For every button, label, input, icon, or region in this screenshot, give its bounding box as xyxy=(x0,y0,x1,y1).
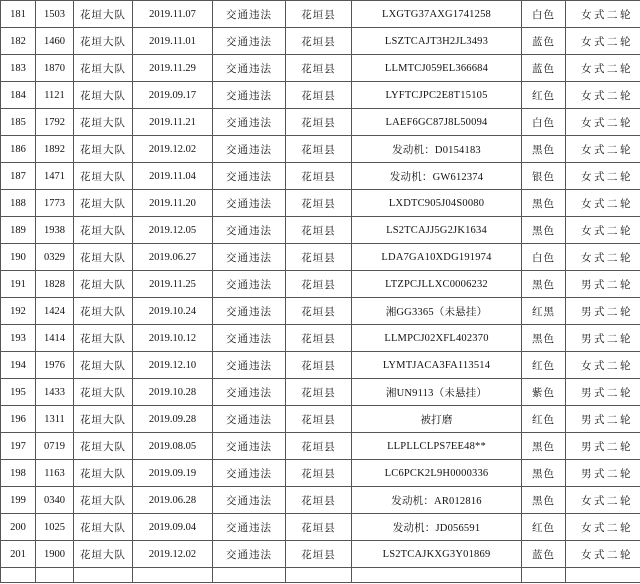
cell-empty xyxy=(74,568,133,583)
cell-type: 女式二轮 xyxy=(566,163,640,190)
table-row xyxy=(1,406,640,433)
cell-code: 1792 xyxy=(36,109,74,136)
cell-reason: 交通违法 xyxy=(213,28,286,55)
table-row xyxy=(1,28,640,55)
table-row xyxy=(1,325,640,352)
cell-county: 花垣县 xyxy=(286,433,352,460)
cell-color: 紫色 xyxy=(522,379,566,406)
cell-type: 女式二轮 xyxy=(566,28,640,55)
cell-code: 1773 xyxy=(36,190,74,217)
cell-type: 女式二轮 xyxy=(566,244,640,271)
cell-unit: 花垣大队 xyxy=(74,109,133,136)
cell-color: 白色 xyxy=(522,109,566,136)
table-row xyxy=(1,190,640,217)
cell-date: 2019.09.19 xyxy=(133,460,213,487)
cell-date: 2019.12.02 xyxy=(133,136,213,163)
cell-code: 1976 xyxy=(36,352,74,379)
cell-color: 白色 xyxy=(522,1,566,28)
table-row xyxy=(1,379,640,406)
cell-unit: 花垣大队 xyxy=(74,163,133,190)
cell-type: 女式二轮 xyxy=(566,55,640,82)
cell-code: 1433 xyxy=(36,379,74,406)
cell-reason: 交通违法 xyxy=(213,217,286,244)
cell-color: 蓝色 xyxy=(522,541,566,568)
cell-unit: 花垣大队 xyxy=(74,217,133,244)
table-row xyxy=(1,487,640,514)
cell-code: 1121 xyxy=(36,82,74,109)
cell-reason: 交通违法 xyxy=(213,244,286,271)
cell-type: 男式二轮 xyxy=(566,460,640,487)
cell-color: 黑色 xyxy=(522,460,566,487)
cell-plate: 湘GG3365（未悬挂） xyxy=(352,298,522,325)
cell-no: 199 xyxy=(1,487,36,514)
cell-county: 花垣县 xyxy=(286,136,352,163)
cell-date: 2019.12.05 xyxy=(133,217,213,244)
cell-code: 1311 xyxy=(36,406,74,433)
cell-date: 2019.10.12 xyxy=(133,325,213,352)
cell-reason: 交通违法 xyxy=(213,163,286,190)
cell-type: 女式二轮 xyxy=(566,217,640,244)
cell-plate: LXGTG37AXG1741258 xyxy=(352,1,522,28)
cell-county: 花垣县 xyxy=(286,190,352,217)
cell-code: 1900 xyxy=(36,541,74,568)
table-row xyxy=(1,1,640,28)
cell-unit: 花垣大队 xyxy=(74,55,133,82)
cell-empty xyxy=(1,568,36,583)
cell-unit: 花垣大队 xyxy=(74,379,133,406)
cell-type: 男式二轮 xyxy=(566,406,640,433)
cell-plate: LLPLLCLPS7EE48** xyxy=(352,433,522,460)
cell-no: 193 xyxy=(1,325,36,352)
cell-no: 201 xyxy=(1,541,36,568)
cell-color: 银色 xyxy=(522,163,566,190)
cell-reason: 交通违法 xyxy=(213,298,286,325)
cell-reason: 交通违法 xyxy=(213,271,286,298)
cell-reason: 交通违法 xyxy=(213,433,286,460)
cell-code: 1471 xyxy=(36,163,74,190)
cell-no: 191 xyxy=(1,271,36,298)
cell-no: 195 xyxy=(1,379,36,406)
cell-plate: LAEF6GC87J8L50094 xyxy=(352,109,522,136)
cell-no: 184 xyxy=(1,82,36,109)
cell-reason: 交通违法 xyxy=(213,55,286,82)
cell-plate: 被打磨 xyxy=(352,406,522,433)
cell-county: 花垣县 xyxy=(286,1,352,28)
cell-unit: 花垣大队 xyxy=(74,460,133,487)
cell-reason: 交通违法 xyxy=(213,514,286,541)
cell-date: 2019.11.04 xyxy=(133,163,213,190)
cell-unit: 花垣大队 xyxy=(74,487,133,514)
cell-unit: 花垣大队 xyxy=(74,298,133,325)
cell-empty xyxy=(36,568,74,583)
cell-county: 花垣县 xyxy=(286,352,352,379)
cell-type: 男式二轮 xyxy=(566,271,640,298)
cell-date: 2019.06.27 xyxy=(133,244,213,271)
cell-county: 花垣县 xyxy=(286,406,352,433)
cell-reason: 交通违法 xyxy=(213,541,286,568)
cell-plate: 发动机：AR012816 xyxy=(352,487,522,514)
cell-type: 女式二轮 xyxy=(566,109,640,136)
cell-no: 192 xyxy=(1,298,36,325)
cell-plate: LLMPCJ02XFL402370 xyxy=(352,325,522,352)
table-row xyxy=(1,433,640,460)
table-row xyxy=(1,217,640,244)
cell-color: 白色 xyxy=(522,244,566,271)
cell-county: 花垣县 xyxy=(286,28,352,55)
cell-plate: 发动机：JD056591 xyxy=(352,514,522,541)
table-row xyxy=(1,460,640,487)
cell-date: 2019.11.20 xyxy=(133,190,213,217)
cell-county: 花垣县 xyxy=(286,82,352,109)
cell-reason: 交通违法 xyxy=(213,82,286,109)
cell-empty xyxy=(213,568,286,583)
cell-unit: 花垣大队 xyxy=(74,271,133,298)
cell-type: 女式二轮 xyxy=(566,352,640,379)
cell-date: 2019.09.28 xyxy=(133,406,213,433)
cell-unit: 花垣大队 xyxy=(74,352,133,379)
cell-reason: 交通违法 xyxy=(213,190,286,217)
cell-color: 蓝色 xyxy=(522,55,566,82)
cell-plate: LS2TCAJJ5G2JK1634 xyxy=(352,217,522,244)
cell-code: 1414 xyxy=(36,325,74,352)
cell-county: 花垣县 xyxy=(286,325,352,352)
cell-unit: 花垣大队 xyxy=(74,244,133,271)
cell-date: 2019.11.07 xyxy=(133,1,213,28)
cell-empty xyxy=(522,568,566,583)
cell-unit: 花垣大队 xyxy=(74,406,133,433)
cell-color: 黑色 xyxy=(522,190,566,217)
cell-color: 红色 xyxy=(522,406,566,433)
cell-county: 花垣县 xyxy=(286,379,352,406)
cell-type: 男式二轮 xyxy=(566,325,640,352)
cell-date: 2019.11.21 xyxy=(133,109,213,136)
cell-color: 黑色 xyxy=(522,433,566,460)
cell-no: 186 xyxy=(1,136,36,163)
cell-color: 黑色 xyxy=(522,136,566,163)
cell-code: 1163 xyxy=(36,460,74,487)
cell-county: 花垣县 xyxy=(286,541,352,568)
cell-county: 花垣县 xyxy=(286,244,352,271)
cell-plate: 发动机：GW612374 xyxy=(352,163,522,190)
cell-no: 188 xyxy=(1,190,36,217)
cell-date: 2019.11.25 xyxy=(133,271,213,298)
cell-county: 花垣县 xyxy=(286,460,352,487)
cell-date: 2019.08.05 xyxy=(133,433,213,460)
cell-date: 2019.10.24 xyxy=(133,298,213,325)
cell-color: 黑色 xyxy=(522,217,566,244)
cell-county: 花垣县 xyxy=(286,55,352,82)
cell-plate: LLMTCJ059EL366684 xyxy=(352,55,522,82)
cell-type: 男式二轮 xyxy=(566,433,640,460)
cell-plate: LTZPCJLLXC0006232 xyxy=(352,271,522,298)
cell-type: 女式二轮 xyxy=(566,541,640,568)
table-row-cut-off xyxy=(1,568,640,583)
table-row xyxy=(1,541,640,568)
cell-no: 197 xyxy=(1,433,36,460)
cell-color: 红色 xyxy=(522,82,566,109)
cell-plate: LYMTJACA3FA113514 xyxy=(352,352,522,379)
cell-date: 2019.11.29 xyxy=(133,55,213,82)
cell-date: 2019.09.04 xyxy=(133,514,213,541)
cell-code: 1892 xyxy=(36,136,74,163)
cell-county: 花垣县 xyxy=(286,163,352,190)
cell-unit: 花垣大队 xyxy=(74,136,133,163)
cell-type: 女式二轮 xyxy=(566,136,640,163)
table-row xyxy=(1,109,640,136)
cell-color: 红黑 xyxy=(522,298,566,325)
table-row xyxy=(1,244,640,271)
cell-unit: 花垣大队 xyxy=(74,514,133,541)
cell-unit: 花垣大队 xyxy=(74,325,133,352)
cell-color: 红色 xyxy=(522,352,566,379)
cell-date: 2019.12.10 xyxy=(133,352,213,379)
table-row xyxy=(1,352,640,379)
cell-reason: 交通违法 xyxy=(213,136,286,163)
cell-county: 花垣县 xyxy=(286,217,352,244)
cell-plate: 发动机：D0154183 xyxy=(352,136,522,163)
cell-color: 黑色 xyxy=(522,487,566,514)
cell-unit: 花垣大队 xyxy=(74,541,133,568)
table-row xyxy=(1,82,640,109)
cell-plate: LC6PCK2L9H0000336 xyxy=(352,460,522,487)
cell-date: 2019.12.02 xyxy=(133,541,213,568)
cell-empty xyxy=(286,568,352,583)
cell-county: 花垣县 xyxy=(286,271,352,298)
cell-county: 花垣县 xyxy=(286,298,352,325)
table-row xyxy=(1,163,640,190)
cell-unit: 花垣大队 xyxy=(74,433,133,460)
cell-code: 0340 xyxy=(36,487,74,514)
cell-code: 1460 xyxy=(36,28,74,55)
cell-reason: 交通违法 xyxy=(213,325,286,352)
cell-no: 185 xyxy=(1,109,36,136)
cell-plate: LS2TCAJKXG3Y01869 xyxy=(352,541,522,568)
cell-no: 200 xyxy=(1,514,36,541)
cell-type: 女式二轮 xyxy=(566,190,640,217)
cell-date: 2019.10.28 xyxy=(133,379,213,406)
cell-type: 女式二轮 xyxy=(566,1,640,28)
cell-unit: 花垣大队 xyxy=(74,190,133,217)
cell-code: 0719 xyxy=(36,433,74,460)
cell-color: 黑色 xyxy=(522,271,566,298)
cell-type: 女式二轮 xyxy=(566,514,640,541)
cell-no: 196 xyxy=(1,406,36,433)
cell-no: 181 xyxy=(1,1,36,28)
cell-no: 189 xyxy=(1,217,36,244)
cell-type: 女式二轮 xyxy=(566,487,640,514)
cell-empty xyxy=(566,568,640,583)
cell-plate: 湘UN9113（未悬挂） xyxy=(352,379,522,406)
cell-type: 女式二轮 xyxy=(566,82,640,109)
table-row xyxy=(1,55,640,82)
cell-county: 花垣县 xyxy=(286,109,352,136)
cell-plate: LSZTCAJT3H2JL3493 xyxy=(352,28,522,55)
table-row xyxy=(1,271,640,298)
cell-reason: 交通违法 xyxy=(213,109,286,136)
cell-code: 1938 xyxy=(36,217,74,244)
cell-unit: 花垣大队 xyxy=(74,1,133,28)
cell-reason: 交通违法 xyxy=(213,487,286,514)
cell-reason: 交通违法 xyxy=(213,1,286,28)
cell-color: 黑色 xyxy=(522,325,566,352)
cell-code: 1870 xyxy=(36,55,74,82)
cell-no: 187 xyxy=(1,163,36,190)
cell-code: 0329 xyxy=(36,244,74,271)
cell-no: 182 xyxy=(1,28,36,55)
cell-date: 2019.06.28 xyxy=(133,487,213,514)
cell-code: 1828 xyxy=(36,271,74,298)
cell-reason: 交通违法 xyxy=(213,460,286,487)
cell-color: 蓝色 xyxy=(522,28,566,55)
cell-no: 194 xyxy=(1,352,36,379)
table-row xyxy=(1,514,640,541)
cell-color: 红色 xyxy=(522,514,566,541)
cell-reason: 交通违法 xyxy=(213,379,286,406)
cell-county: 花垣县 xyxy=(286,487,352,514)
cell-plate: LXDTC905J04S0080 xyxy=(352,190,522,217)
table-body xyxy=(1,1,640,583)
cell-code: 1025 xyxy=(36,514,74,541)
cell-county: 花垣县 xyxy=(286,514,352,541)
cell-plate: LYFTCJPC2E8T15105 xyxy=(352,82,522,109)
cell-unit: 花垣大队 xyxy=(74,28,133,55)
cell-no: 198 xyxy=(1,460,36,487)
cell-empty xyxy=(352,568,522,583)
cell-reason: 交通违法 xyxy=(213,406,286,433)
cell-plate: LDA7GA10XDG191974 xyxy=(352,244,522,271)
cell-no: 190 xyxy=(1,244,36,271)
cell-reason: 交通违法 xyxy=(213,352,286,379)
cell-unit: 花垣大队 xyxy=(74,82,133,109)
cell-code: 1503 xyxy=(36,1,74,28)
cell-date: 2019.11.01 xyxy=(133,28,213,55)
cell-date: 2019.09.17 xyxy=(133,82,213,109)
cell-code: 1424 xyxy=(36,298,74,325)
cell-type: 男式二轮 xyxy=(566,298,640,325)
cell-type: 男式二轮 xyxy=(566,379,640,406)
cell-no: 183 xyxy=(1,55,36,82)
table-row xyxy=(1,136,640,163)
cell-empty xyxy=(133,568,213,583)
table-row xyxy=(1,298,640,325)
